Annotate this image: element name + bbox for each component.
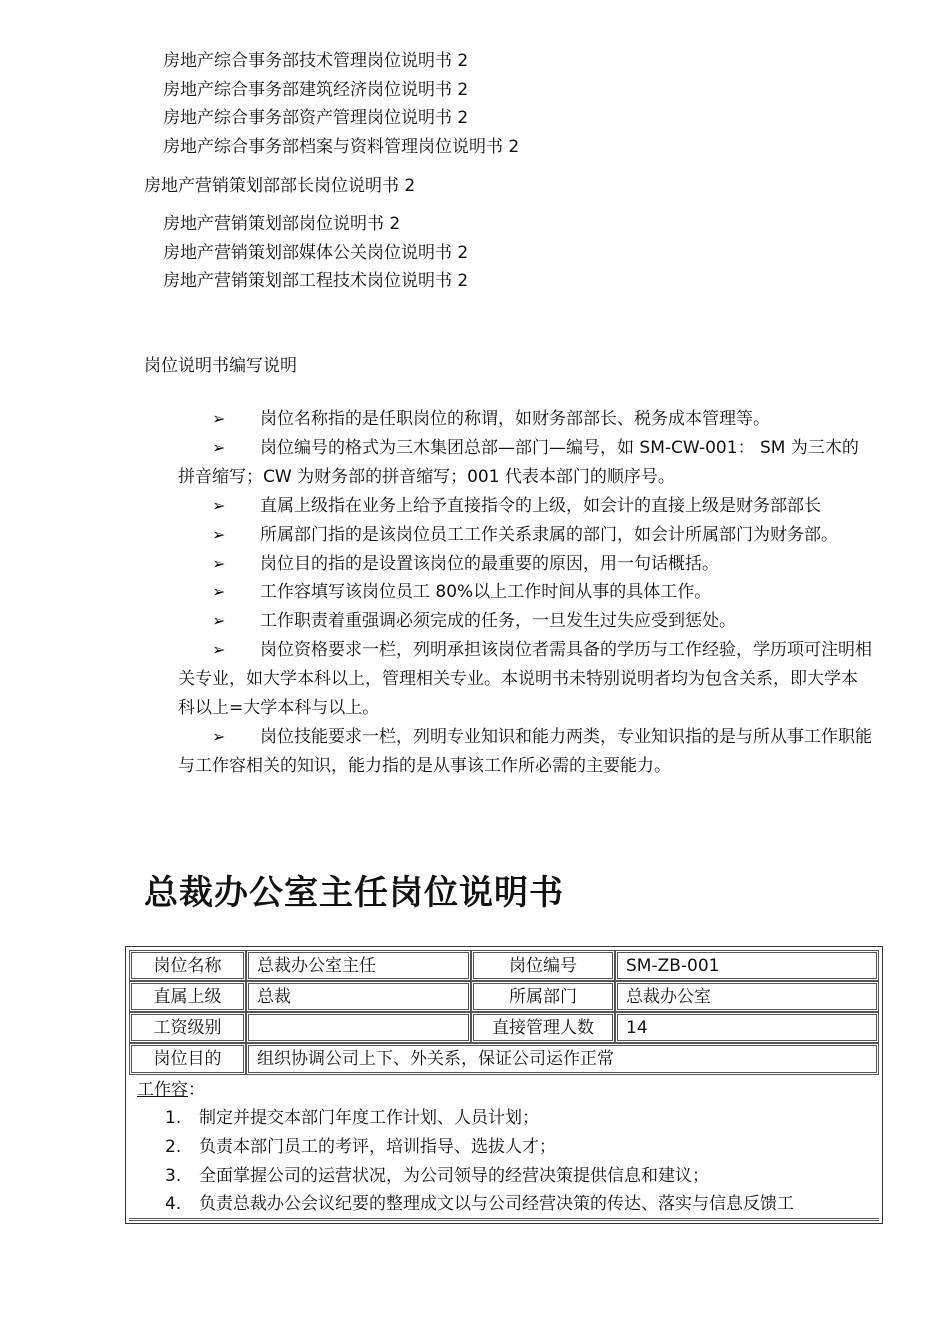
arrow-bullet-icon: ➢ <box>212 409 226 428</box>
toc-item[interactable]: 房地产营销策划部岗位说明书 2 <box>163 214 401 234</box>
notes-heading: 岗位说明书编写说明 <box>144 356 297 376</box>
page-title: 总裁办公室主任岗位说明书 <box>144 873 564 913</box>
job-table <box>125 946 883 1224</box>
arrow-bullet-icon: ➢ <box>212 582 226 602</box>
toc-item[interactable]: 房地产营销策划部工程技术岗位说明书 2 <box>163 271 469 291</box>
label-job-purpose: 岗位目的 <box>129 1043 246 1075</box>
work-content <box>129 1075 879 1221</box>
value-job-code: SM-ZB-001 <box>615 950 879 981</box>
value-salary-grade <box>246 1012 471 1043</box>
notes-item: ➢ 所属部门指的是该岗位员工工作关系隶属的部门，如会计所属部门为财务部。 <box>178 521 874 550</box>
arrow-bullet-icon: ➢ <box>212 524 226 544</box>
arrow-bullet-icon: ➢ <box>212 495 226 515</box>
arrow-bullet-icon: ➢ <box>212 640 226 660</box>
notes-item: ➢ 岗位目的指的是设置该岗位的最重要的原因，用一句话概括。 <box>178 550 874 579</box>
notes-item: ➢ 岗位技能要求一栏，列明专业知识和能力两类，专业知识指的是与所从事工作职能与工作容相关的知识，能力指的是从事该工作所必需的主要能力。 <box>178 723 874 781</box>
duty-item: 1. 制定并提交本部门年度工作计划、人员计划； <box>165 1108 539 1128</box>
arrow-bullet-icon: ➢ <box>212 611 226 631</box>
value-direct-reports: 14 <box>615 1012 879 1043</box>
label-salary-grade: 工资级别 <box>129 1012 246 1043</box>
arrow-bullet-icon: ➢ <box>212 437 226 457</box>
arrow-bullet-icon: ➢ <box>212 726 226 746</box>
value-job-name: 总裁办公室主任 <box>246 950 471 981</box>
arrow-bullet-icon: ➢ <box>212 553 226 573</box>
toc-item[interactable]: 房地产综合事务部资产管理岗位说明书 2 <box>163 108 469 128</box>
duty-item: 3. 全面掌握公司的运营状况，为公司领导的经营决策提供信息和建议； <box>165 1166 709 1186</box>
notes-list <box>178 405 874 781</box>
toc-item[interactable]: 房地产综合事务部档案与资料管理岗位说明书 2 <box>163 137 520 157</box>
notes-item: ➢ 工作容填写该岗位员工 80%以上工作时间从事的具体工作。 <box>178 578 874 607</box>
notes-item: ➢ 岗位名称指的是任职岗位的称谓，如财务部部长、税务成本管理等。 <box>178 405 874 434</box>
duty-item: 2. 负责本部门员工的考评，培训指导、选拔人才； <box>165 1137 556 1157</box>
notes-item: ➢ 岗位资格要求一栏，列明承担该岗位者需具备的学历与工作经验，学历项可注明相关专业，如大学本科以上，管理相关专业。本说明书未特别说明者均为包含关系，即大学本科以上=大学本科与以上。 <box>178 636 874 723</box>
notes-item: ➢ 直属上级指在业务上给予直接指令的上级，如会计的直接上级是财务部部长 <box>178 492 874 521</box>
label-superior: 直属上级 <box>129 981 246 1012</box>
label-job-code: 岗位编号 <box>471 950 615 981</box>
notes-item: ➢ 岗位编号的格式为三木集团总部—部门—编号，如 SM-CW-001： SM 为三木的拼音缩写；CW 为财务部的拼音缩写；001 代表本部门的顺序号。 <box>178 434 874 492</box>
work-content-heading: 工作容： <box>137 1080 205 1100</box>
toc-item[interactable]: 房地产营销策划部媒体公关岗位说明书 2 <box>163 243 469 263</box>
duty-item: 4. 负责总裁办公会议纪要的整理成文以与公司经营决策的传达、落实与信息反馈工 <box>165 1194 794 1214</box>
value-department: 总裁办公室 <box>615 981 879 1012</box>
notes-item: ➢ 工作职责着重强调必须完成的任务，一旦发生过失应受到惩处。 <box>178 607 874 636</box>
toc-item[interactable]: 房地产营销策划部部长岗位说明书 2 <box>144 176 416 196</box>
value-job-purpose: 组织协调公司上下、外关系，保证公司运作正常 <box>246 1043 879 1075</box>
label-job-name: 岗位名称 <box>129 950 246 981</box>
toc-item[interactable]: 房地产综合事务部建筑经济岗位说明书 2 <box>163 80 469 100</box>
value-superior: 总裁 <box>246 981 471 1012</box>
toc-item[interactable]: 房地产综合事务部技术管理岗位说明书 2 <box>163 51 469 71</box>
label-direct-reports: 直接管理人数 <box>471 1012 615 1043</box>
label-department: 所属部门 <box>471 981 615 1012</box>
